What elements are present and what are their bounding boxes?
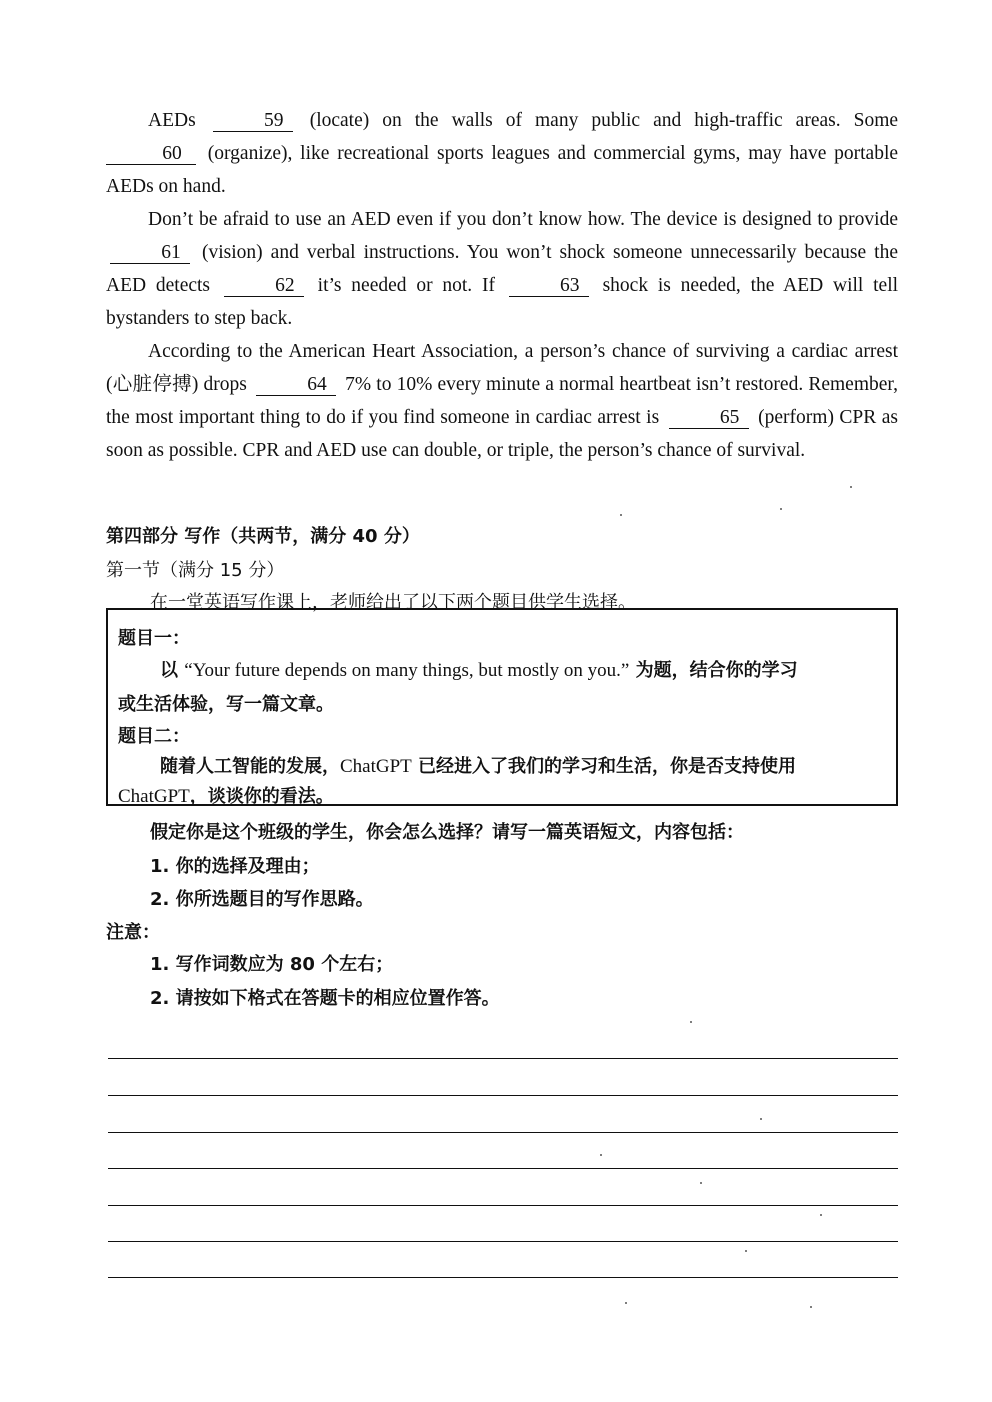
answer-line[interactable]: [108, 1132, 898, 1133]
text-segment: 随着人工智能的发展，: [160, 756, 340, 777]
text-segment: 以: [160, 660, 178, 681]
blank-60[interactable]: 60: [106, 144, 196, 165]
text-segment: AEDs: [148, 110, 196, 131]
topic2-line1: [160, 752, 796, 778]
blank-63[interactable]: 63: [509, 276, 589, 297]
text-segment: ChatGPT: [118, 786, 190, 807]
topic1-line1: [160, 656, 798, 682]
text-segment: ChatGPT: [340, 756, 412, 777]
text-segment: shock is needed, the AED will tell bystanders to step back.: [106, 275, 899, 329]
blank-65[interactable]: 65: [669, 408, 749, 429]
topic-box: [106, 608, 898, 806]
blank-62[interactable]: 62: [224, 276, 304, 297]
blank-59[interactable]: 59: [213, 111, 293, 132]
intro-text: 在一堂英语写作课上，老师给出了以下两个题目供学生选择。: [150, 592, 636, 613]
note-label: 注意：: [106, 922, 160, 943]
topic1-line2: 或生活体验，写一篇文章。: [118, 694, 334, 715]
text-segment: (perform) CPR as soon as possible. CPR and AED use can double, or triple, the person’s chance of survival.: [106, 407, 899, 461]
passage-paragraph-3: [106, 335, 898, 467]
section-title: 第一节（满分 15 分）: [106, 560, 285, 581]
passage-paragraph-2: [106, 203, 898, 335]
part-title: 第四部分 写作（共两节，满分 40 分）: [106, 526, 420, 547]
topic1-quote: “Your future depends on many things, but mostly on you.”: [184, 660, 630, 681]
passage-paragraph-1: [106, 104, 898, 203]
answer-line[interactable]: [108, 1168, 898, 1169]
text-segment: it’s needed or not. If: [317, 275, 495, 296]
blank-61[interactable]: 61: [110, 243, 190, 264]
topic2-label: 题目二：: [118, 726, 190, 747]
note-2: 2. 请按如下格式在答题卡的相应位置作答。: [150, 988, 500, 1009]
answer-line[interactable]: [108, 1095, 898, 1096]
text-segment: (organize), like recreational sports leagues and commercial gyms, may have portable AEDs on hand.: [106, 143, 899, 197]
answer-line[interactable]: [108, 1277, 898, 1278]
text-segment: 为题，结合你的学习: [635, 660, 798, 681]
blank-64[interactable]: 64: [256, 375, 336, 396]
text-segment: (locate) on the walls of many public and high-traffic areas. Some: [309, 110, 899, 131]
answer-line[interactable]: [108, 1058, 898, 1059]
text-segment: ，谈谈你的看法。: [189, 786, 334, 807]
text-segment: According to the American Heart Association, a person’s chance of surviving a cardiac arrest (心脏停搏) drops: [106, 341, 898, 395]
text-segment: 7% to 10% every minute a normal heartbeat isn’t restored. Remember, the most important thing to do if you find someone in cardiac arrest is: [106, 374, 898, 428]
text-segment: Don’t be afraid to use an AED even if you don’t know how. The device is designed to provide: [148, 209, 898, 230]
text-segment: 已经进入了我们的学习和生活，你是否支持使用: [411, 756, 797, 777]
topic1-label: 题目一：: [118, 628, 190, 649]
answer-line[interactable]: [108, 1241, 898, 1242]
topic2-line2: [118, 782, 334, 808]
requirement-2: 2. 你所选题目的写作思路。: [150, 889, 374, 910]
answer-line[interactable]: [108, 1205, 898, 1206]
requirement-1: 1. 你的选择及理由；: [150, 856, 320, 877]
task-text: 假定你是这个班级的学生，你会怎么选择？请写一篇英语短文，内容包括：: [150, 822, 744, 843]
text-segment: (vision) and verbal instructions. You won’t shock someone unnecessarily because the AED detects: [106, 242, 898, 296]
note-1: 1. 写作词数应为 80 个左右；: [150, 954, 394, 975]
